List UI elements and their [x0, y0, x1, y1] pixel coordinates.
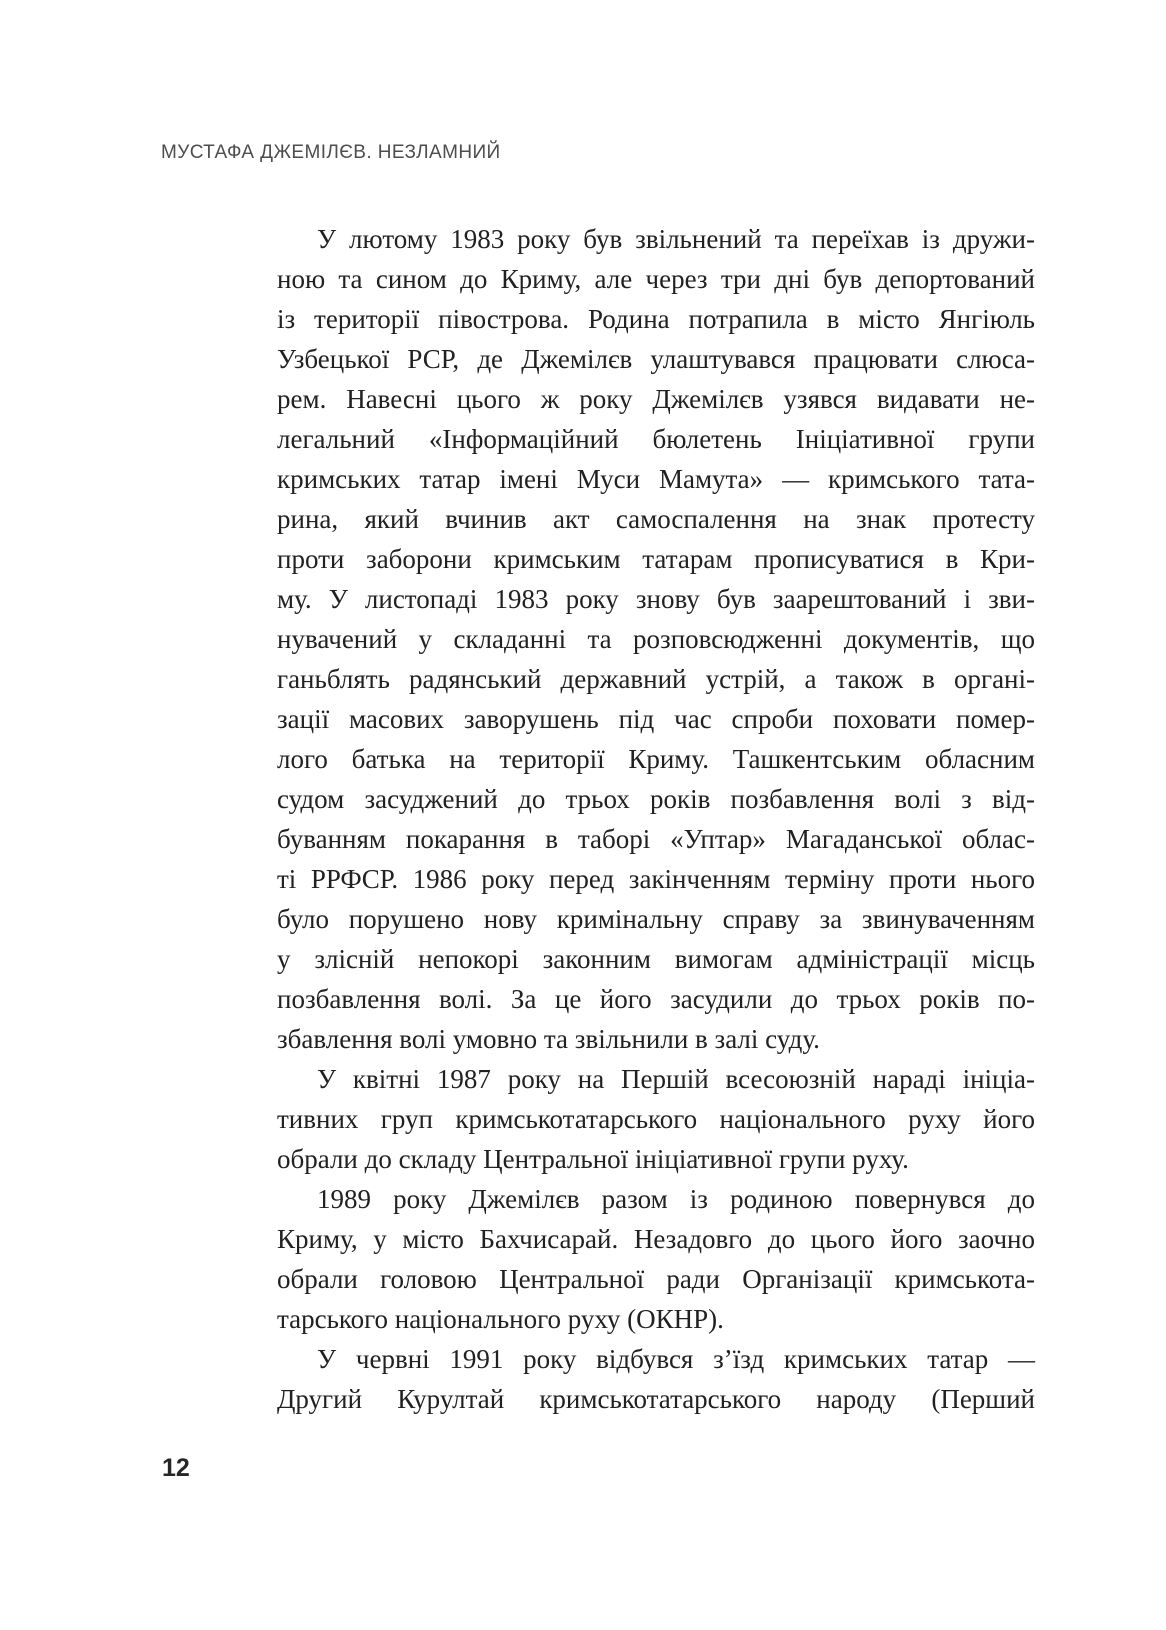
text-line: Узбецької РСР, де Джемілєв улаштувався працювати слюса-	[277, 344, 1035, 374]
text-line: судом засуджений до трьох років позбавлення волі з від-	[277, 784, 1035, 814]
text-line: рина, який вчинив акт самоспалення на знак протесту	[277, 504, 1035, 534]
text-line: ті РРФСР. 1986 року перед закінченням терміну проти нього	[277, 864, 1035, 894]
body-text	[277, 219, 1035, 1419]
text-line: обрали до складу Центральної ініціативної групи руху.	[277, 1144, 909, 1174]
text-line: із території півострова. Родина потрапила в місто Янгіюль	[277, 304, 1035, 334]
text-line: кримських татар імені Муси Мамута» — кримського тата-	[277, 464, 1035, 494]
text-line: ною та сином до Криму, але через три дні був депортований	[277, 264, 1035, 294]
text-line: позбавлення волі. За це його засудили до трьох років по-	[277, 984, 1035, 1014]
text-line: тарського національного руху (ОКНР).	[277, 1304, 724, 1334]
text-line: У квітні 1987 року на Першій всесоюзній нараді ініціа-	[317, 1064, 1035, 1094]
text-line: Криму, у місто Бахчисарай. Незадовго до цього його заочно	[277, 1224, 1035, 1254]
text-line: У лютому 1983 року був звільнений та переїхав із дружи-	[317, 224, 1035, 254]
text-line: було порушено нову кримінальну справу за звинуваченням	[277, 904, 1035, 934]
text-line: Другий Курултай кримськотатарського народу (Перший	[277, 1384, 1035, 1414]
text-line: У червні 1991 року відбувся з’їзд кримських татар —	[317, 1344, 1035, 1374]
text-line: тивних груп кримськотатарського національного руху його	[277, 1104, 1035, 1134]
text-line: буванням покарання в таборі «Уптар» Магаданської облас-	[277, 824, 1035, 854]
text-line: рем. Навесні цього ж року Джемілєв узявся видавати не-	[277, 384, 1035, 414]
text-line: зації масових заворушень під час спроби поховати помер-	[277, 704, 1035, 734]
text-line: лого батька на території Криму. Ташкентським обласним	[277, 744, 1035, 774]
text-line: ганьблять радянський державний устрій, а також в органі-	[277, 664, 1035, 694]
text-line: му. У листопаді 1983 року знову був заарештований і зви-	[277, 584, 1035, 614]
text-line: легальний «Інформаційний бюлетень Ініціативної групи	[277, 424, 1035, 454]
text-line: обрали головою Центральної ради Організації кримськота-	[277, 1264, 1035, 1294]
text-line: проти заборони кримським татарам прописуватися в Кри-	[277, 544, 1035, 574]
text-line: 1989 року Джемілєв разом із родиною повернувся до	[317, 1184, 1035, 1214]
text-line: збавлення волі умовно та звільнили в залі суду.	[277, 1024, 820, 1054]
page-number: 12	[162, 1454, 190, 1482]
running-header: МУСТАФА ДЖЕМІЛЄВ. НЕЗЛАМНИЙ	[161, 142, 501, 163]
text-line: нувачений у складанні та розповсюдженні документів, що	[277, 624, 1035, 654]
text-line: у злісній непокорі законним вимогам адміністрації місць	[277, 944, 1035, 974]
